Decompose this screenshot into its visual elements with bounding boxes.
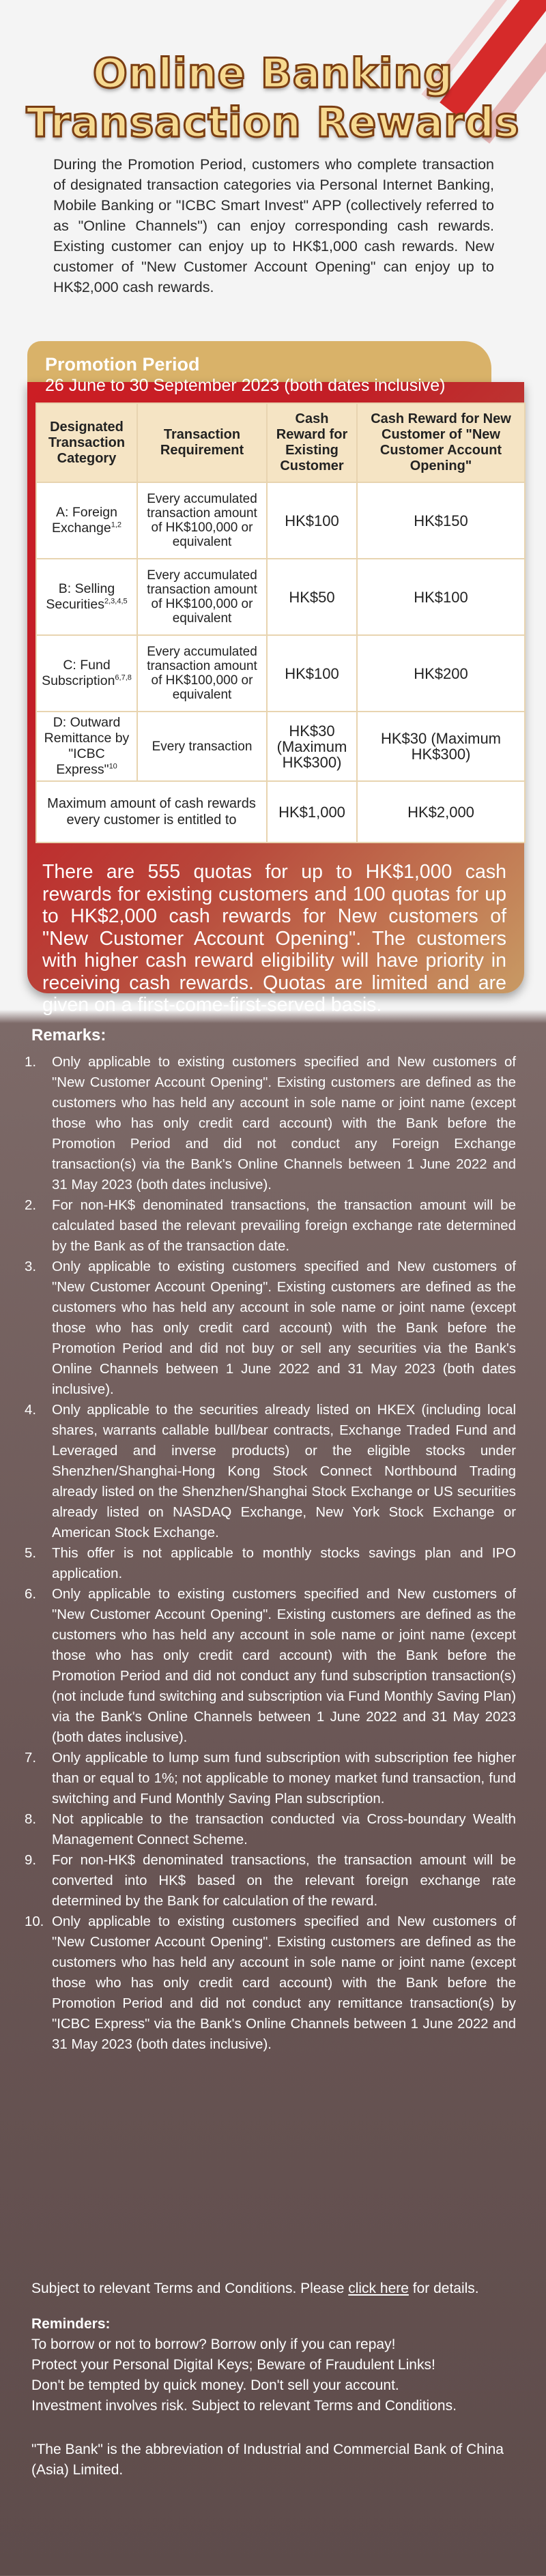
reward-table	[35, 402, 526, 843]
list-item: 1. Only applicable to existing customers specified and New customers of "New Customer Account Opening". Existing customers are defined as the customers who has held any account in sole name or joint name (except those who has only credit card account) with the Bank before the Promotion Period and did not conduct any Foreign Exchange transaction(s) via the Bank's Online Channels between 1 June 2022 and 31 May 2023 (both dates inclusive).	[25, 1055, 516, 1192]
reminders-title: Reminders:	[31, 2316, 111, 2332]
table-row	[36, 712, 525, 781]
footnote-ref: 2,3,4,5	[104, 597, 128, 606]
row-requirement: Every transaction	[137, 712, 267, 781]
list-item: 7. Only applicable to lump sum fund subscription with subscription fee higher than or equal to 1%; not applicable to money market fund transaction, fund switching and Fund Monthly Saving Plan subscription.	[25, 1751, 516, 1806]
row-requirement: Every accumulated transaction amount of HK$100,000 or equivalent	[137, 559, 267, 635]
list-item: 5. This offer is not applicable to monthly stocks savings plan and IPO application.	[25, 1546, 516, 1581]
footnote-ref: 1,2	[111, 521, 122, 529]
table-row	[36, 635, 525, 712]
title-line-1: Online Banking	[92, 50, 454, 98]
row-new-reward: HK$30 (Maximum HK$300)	[357, 712, 525, 781]
header-existing: Cash Reward for Existing Customer	[267, 403, 357, 482]
list-item: 4. Only applicable to the securities already listed on HKEX (including local shares, warrants callable bull/bear contracts, Exchange Traded Fund and Leveraged and inverse products) or the eligible stocks under Shenzhen/Shanghai-Hong Kong Stock Connect Northbound Trading already listed on the Shenzhen/Shanghai Stock Exchange or US securities already listed on NASDAQ Exchange, New York Stock Exchange or American Stock Exchange.	[25, 1403, 516, 1540]
row-existing-reward: HK$100	[267, 482, 357, 559]
footer-note: "The Bank" is the abbreviation of Industrial and Commercial Bank of China (Asia) Limited.	[31, 2442, 504, 2478]
title-line-2: Transaction Rewards	[26, 99, 520, 147]
row-existing-reward: HK$50	[267, 559, 357, 635]
terms-link[interactable]: click here	[348, 2281, 409, 2296]
promotion-period-dates: 26 June to 30 September 2023 (both dates inclusive)	[45, 376, 446, 395]
table-header-row	[36, 403, 525, 482]
maximum-label: Maximum amount of cash rewards every customer is entitled to	[36, 781, 267, 843]
list-item: 9. For non-HK$ denominated transactions, the transaction amount will be converted into HK$ based on the relevant foreign exchange rate determined by the Bank for calculation of the reward.	[25, 1853, 516, 1909]
reminders	[31, 2314, 523, 2416]
page-title	[0, 49, 546, 147]
promotion-period	[45, 353, 509, 396]
list-item: 2. For non-HK$ denominated transactions, the transaction amount will be calculated based the relevant prevailing foreign exchange rate determined by the Bank as of the transaction date.	[25, 1198, 516, 1254]
reminder-line: Investment involves risk. Subject to relevant Terms and Conditions.	[31, 2398, 457, 2414]
row-category: A: Foreign Exchange$^{1,2}$	[36, 482, 137, 559]
row-existing-reward: HK$30 (Maximum HK$300)	[267, 712, 357, 781]
row-category: B: Selling Securities$^{2,3,4,5}$	[36, 559, 137, 635]
row-new-reward: HK$100	[357, 559, 525, 635]
list-item: 6. Only applicable to existing customers specified and New customers of "New Customer Account Opening". Existing customers are defined as the customers who has held any account in sole name or joint name (except those who has only credit card account) with the Bank before the Promotion Period and did not conduct any fund subscription transaction(s) (not include fund switching and subscription via Fund Monthly Saving Plan) via the Bank's Online Channels between 1 June 2022 and 31 May 2023 (both dates inclusive).	[25, 1587, 516, 1745]
row-requirement: Every accumulated transaction amount of HK$100,000 or equivalent	[137, 635, 267, 712]
footnote-ref: 10	[109, 762, 117, 771]
intro-paragraph: During the Promotion Period, customers who complete transaction of designated transaction categories via Personal Internet Banking, Mobile Banking or "ICBC Smart Invest" APP (collectively referred to as "Online Channels") can enjoy corresponding cash rewards. Existing customer can enjoy up to HK$1,000 cash rewards. New customer of "New Customer Account Opening" can enjoy up to HK$2,000 cash rewards.	[53, 156, 494, 295]
reminder-line: Don't be tempted by quick money. Don't sell your account.	[31, 2377, 399, 2393]
remarks-title: Remarks:	[31, 1026, 106, 1044]
maximum-existing: HK$1,000	[267, 781, 357, 843]
header-new: Cash Reward for New Customer of "New Customer Account Opening"	[357, 403, 525, 482]
table-row-maximum	[36, 781, 525, 843]
row-category: D: Outward Remittance by "ICBC Express"$^{10}$	[36, 712, 137, 781]
list-item: 8. Not applicable to the transaction conducted via Cross-boundary Wealth Management Connect Scheme.	[25, 1812, 516, 1847]
footnote-ref: 6,7,8	[115, 673, 132, 682]
maximum-new: HK$2,000	[357, 781, 525, 843]
row-new-reward: HK$200	[357, 635, 525, 712]
reminder-line: Protect your Personal Digital Keys; Beware of Fraudulent Links!	[31, 2357, 435, 2373]
header-category: Designated Transaction Category	[36, 403, 137, 482]
row-category: C: Fund Subscription$^{6,7,8}$	[36, 635, 137, 712]
list-item: 3. Only applicable to existing customers specified and New customers of "New Customer Account Opening". Existing customers are defined as the customers who has held any account in sole name or joint name (except those who has only credit card account) with the Bank before the Promotion Period and did not buy or sell any securities via the Bank's Online Channels between 1 June 2022 and 31 May 2023 (both dates inclusive).	[25, 1259, 516, 1397]
table-row	[36, 482, 525, 559]
quota-notice: There are 555 quotas for up to HK$1,000 cash rewards for existing customers and 100 quotas for up to HK$2,000 cash rewards for New customers of "New Customer Account Opening". The customers with higher cash reward eligibility will have priority in receiving cash rewards. Quotas are limited and are given on a first-come-first-served basis.	[42, 861, 506, 1016]
row-requirement: Every accumulated transaction amount of HK$100,000 or equivalent	[137, 482, 267, 559]
row-existing-reward: HK$100	[267, 635, 357, 712]
header-requirement: Transaction Requirement	[137, 403, 267, 482]
reminder-line: To borrow or not to borrow? Borrow only if you can repay!	[31, 2337, 396, 2352]
remarks-list	[25, 1052, 516, 2055]
promotion-period-label: Promotion Period	[45, 354, 200, 375]
row-new-reward: HK$150	[357, 482, 525, 559]
list-item: 10. Only applicable to existing customers specified and New customers of "New Customer Account Opening". Existing customers are defined as the customers who has held any account in sole name or joint name (except those who has only credit card account) with the Bank before the Promotion Period and did not conduct any remittance transaction(s) by "ICBC Express" via the Bank's Online Channels between 1 June 2022 and 31 May 2023 (both dates inclusive).	[25, 1914, 516, 2052]
terms-line: Subject to relevant Terms and Conditions. Please click here for details.	[31, 2281, 479, 2296]
table-row	[36, 559, 525, 635]
